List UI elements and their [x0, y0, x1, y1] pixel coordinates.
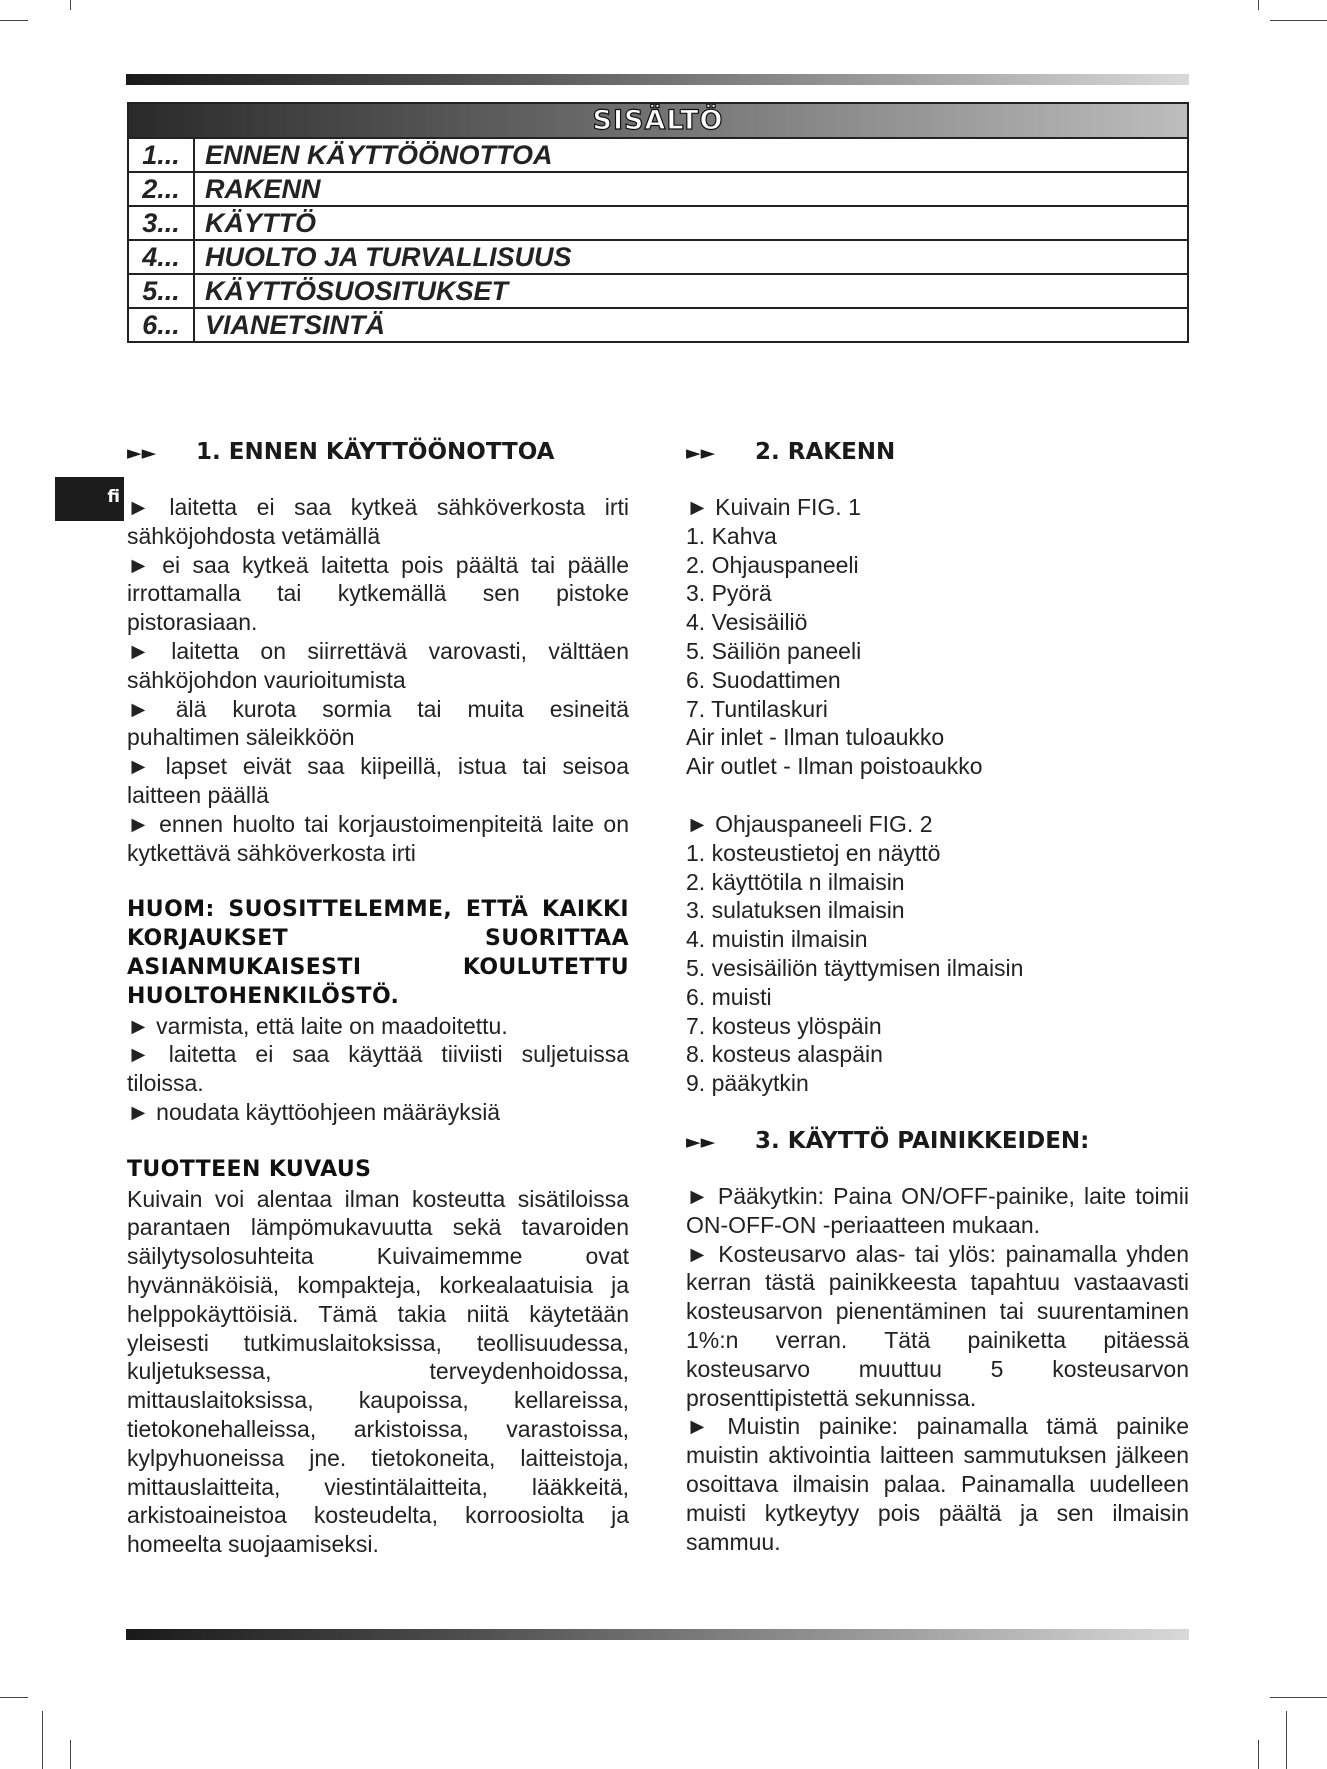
bullet-text: ► varmista, että laite on maadoitettu. [127, 1012, 508, 1039]
fig2-title: ► Ohjauspaneeli FIG. 2 [686, 810, 933, 837]
crop-mark [0, 20, 28, 21]
crop-mark [70, 0, 71, 10]
left-column [127, 438, 629, 1559]
section-3-heading [686, 1127, 1189, 1156]
toc-row [128, 308, 1188, 342]
list-item: 1. kosteustietoj en näyttö [686, 839, 941, 866]
list-item: 3. Pyörä [686, 580, 772, 607]
list-item: 9. pääkytkin [686, 1070, 809, 1097]
bullet-text: ► lapset eivät saa kiipeillä, istua tai seisoa laitteen päällä [127, 753, 629, 808]
crop-mark [1258, 1740, 1259, 1769]
crop-mark [1286, 1711, 1287, 1769]
toc-row-label: HUOLTO JA TURVALLISUUS [194, 240, 1188, 274]
section-1-title: 1. ENNEN KÄYTTÖÖNOTTOA [196, 439, 555, 465]
bullet-text: ► laitetta ei saa käyttää tiiviisti suljetuissa tiloissa. [127, 1041, 629, 1097]
list-item: 4. muistin ilmaisin [686, 926, 868, 953]
bullet-text: ► ennen huolto tai korjaustoimenpiteitä laite on kytkettävä sähköverkosta irti [127, 810, 629, 866]
toc-row-label: KÄYTTÖ [194, 206, 1188, 240]
list-item: 7. kosteus ylöspäin [686, 1012, 882, 1039]
toc-row [128, 206, 1188, 240]
bullet-text: ► laitetta ei saa kytkeä sähköverkosta irti sähköjohdosta vetämällä [127, 494, 629, 549]
list-item: Air outlet - Ilman poistoaukko [686, 753, 983, 780]
section-3-title: 3. KÄYTTÖ PAINIKKEIDEN: [755, 1127, 1090, 1154]
bullet-text: ► laitetta on siirrettävä varovasti, välttäen sähköjohdon vaurioitumista [127, 637, 629, 693]
toc-title: SISÄLTÖ [128, 103, 1188, 138]
product-description-text: Kuivain voi alentaa ilman kosteutta sisätiloissa parantaen lämpömukavuutta sekä tavaroiden säilytysolosuhteita Kuivaimemme ovat hyvännäköisiä, kompakteja, korkealaatuisia ja helppokäyttöisiä. Tämä takia niitä käytetään yleisesti tutkimuslaitoksissa, teollisuudessa, kuljetuksessa, terveydenhoidossa, mittauslaitoksissa, kaupoissa, kellareissa, tietokonehalleissa, arkistoissa, varastoissa, kylpyhuoneissa jne. tietokoneita, laitteistoja, mittauslaitteita, viestintälaitteita, lääkkeitä, arkistoaineistoa kosteudelta, korroosiolta ja homeelta suojaamiseksi. [127, 1185, 629, 1558]
toc-row-number: 4... [128, 240, 194, 274]
paragraph: ► Kosteusarvo alas- tai ylös: painamalla yhden kerran tästä painikkeesta tapahtuu vastaavasti kosteusarvon pienentäminen tai suurentaminen 1%:n verran. Tätä painiketta pitäessä kosteusarvo muuttuu 5 kosteusarvon prosenttipistettä sekunnissa. [686, 1240, 1189, 1411]
table-of-contents [127, 102, 1189, 343]
warning-note: HUOM: SUOSITTELEMME, ETTÄ KAIKKI KORJAUKSET SUORITTAA ASIANMUKAISESTI KOULUTETTU HUOLTOHENKILÖSTÖ. [127, 897, 629, 1009]
crop-mark [1258, 0, 1259, 10]
fig1-title: ► Kuivain FIG. 1 [686, 494, 861, 520]
list-item: 4. Vesisäiliö [686, 609, 808, 636]
language-tab: fi [55, 477, 124, 521]
list-item: Air inlet - Ilman tuloaukko [686, 724, 945, 751]
toc-row-number: 2... [128, 172, 194, 206]
list-item: 5. vesisäiliön täyttymisen ilmaisin [686, 954, 1024, 981]
list-item: 3. sulatuksen ilmaisin [686, 897, 905, 924]
product-description-heading: TUOTTEEN KUVAUS [127, 1156, 372, 1182]
bullet-text: ► noudata käyttöohjeen määräyksiä [127, 1098, 501, 1125]
paragraph: ► Pääkytkin: Paina ON/OFF-painike, laite toimii ON-OFF-ON -periaatteen mukaan. [686, 1182, 1189, 1238]
section-2-title: 2. RAKENN [755, 439, 896, 465]
section-1-bullets [127, 493, 629, 867]
toc-row [128, 172, 1188, 206]
section-2-heading [686, 438, 1189, 467]
right-column [686, 438, 1189, 1556]
bullet-text: ► älä kurota sormia tai muita esineitä puhaltimen säleikköön [127, 695, 629, 751]
double-arrow-icon: ►► [686, 442, 716, 464]
double-arrow-icon: ►► [686, 1130, 716, 1153]
list-item: 2. Ohjauspaneeli [686, 551, 859, 578]
section-1-heading [127, 438, 629, 467]
toc-row-label: RAKENN [194, 172, 1188, 206]
list-item: 5. Säiliön paneeli [686, 637, 862, 664]
toc-row-number: 6... [128, 308, 194, 342]
toc-row [128, 240, 1188, 274]
crop-mark [1270, 20, 1327, 21]
toc-row [128, 274, 1188, 308]
list-item: 2. käyttötila n ilmaisin [686, 868, 905, 895]
bottom-decor-bar [126, 1629, 1189, 1640]
crop-mark [0, 1697, 28, 1698]
top-decor-bar [126, 74, 1189, 85]
list-item: 6. Suodattimen [686, 666, 841, 693]
double-arrow-icon: ►► [127, 442, 157, 464]
toc-row-label: KÄYTTÖSUOSITUKSET [194, 274, 1188, 308]
crop-mark [70, 1740, 71, 1769]
paragraph: ► Muistin painike: painamalla tämä painike muistin aktivointia laitteen sammutuksen jälkeen osoittava ilmaisin palaa. Painamalla uudelleen muisti kytkeytyy pois päältä ja sen ilmaisin sammuu. [686, 1413, 1189, 1555]
toc-row [128, 138, 1188, 172]
bullet-text: ► ei saa kytkeä laitetta pois päältä tai päälle irrottamalla tai kytkemällä sen pistoke pistorasiaan. [127, 551, 629, 636]
section-1-bullets-2 [127, 1012, 629, 1127]
list-item: 7. Tuntilaskuri [686, 695, 828, 722]
crop-mark [1270, 1697, 1327, 1698]
toc-row-label: ENNEN KÄYTTÖÖNOTTOA [194, 138, 1188, 172]
toc-row-number: 3... [128, 206, 194, 240]
list-item: 6. muisti [686, 983, 772, 1010]
toc-row-label: VIANETSINTÄ [194, 308, 1188, 342]
toc-row-number: 1... [128, 138, 194, 172]
crop-mark [42, 1711, 43, 1769]
list-item: 8. kosteus alaspäin [686, 1041, 883, 1068]
toc-row-number: 5... [128, 274, 194, 308]
list-item: 1. Kahva [686, 522, 777, 549]
